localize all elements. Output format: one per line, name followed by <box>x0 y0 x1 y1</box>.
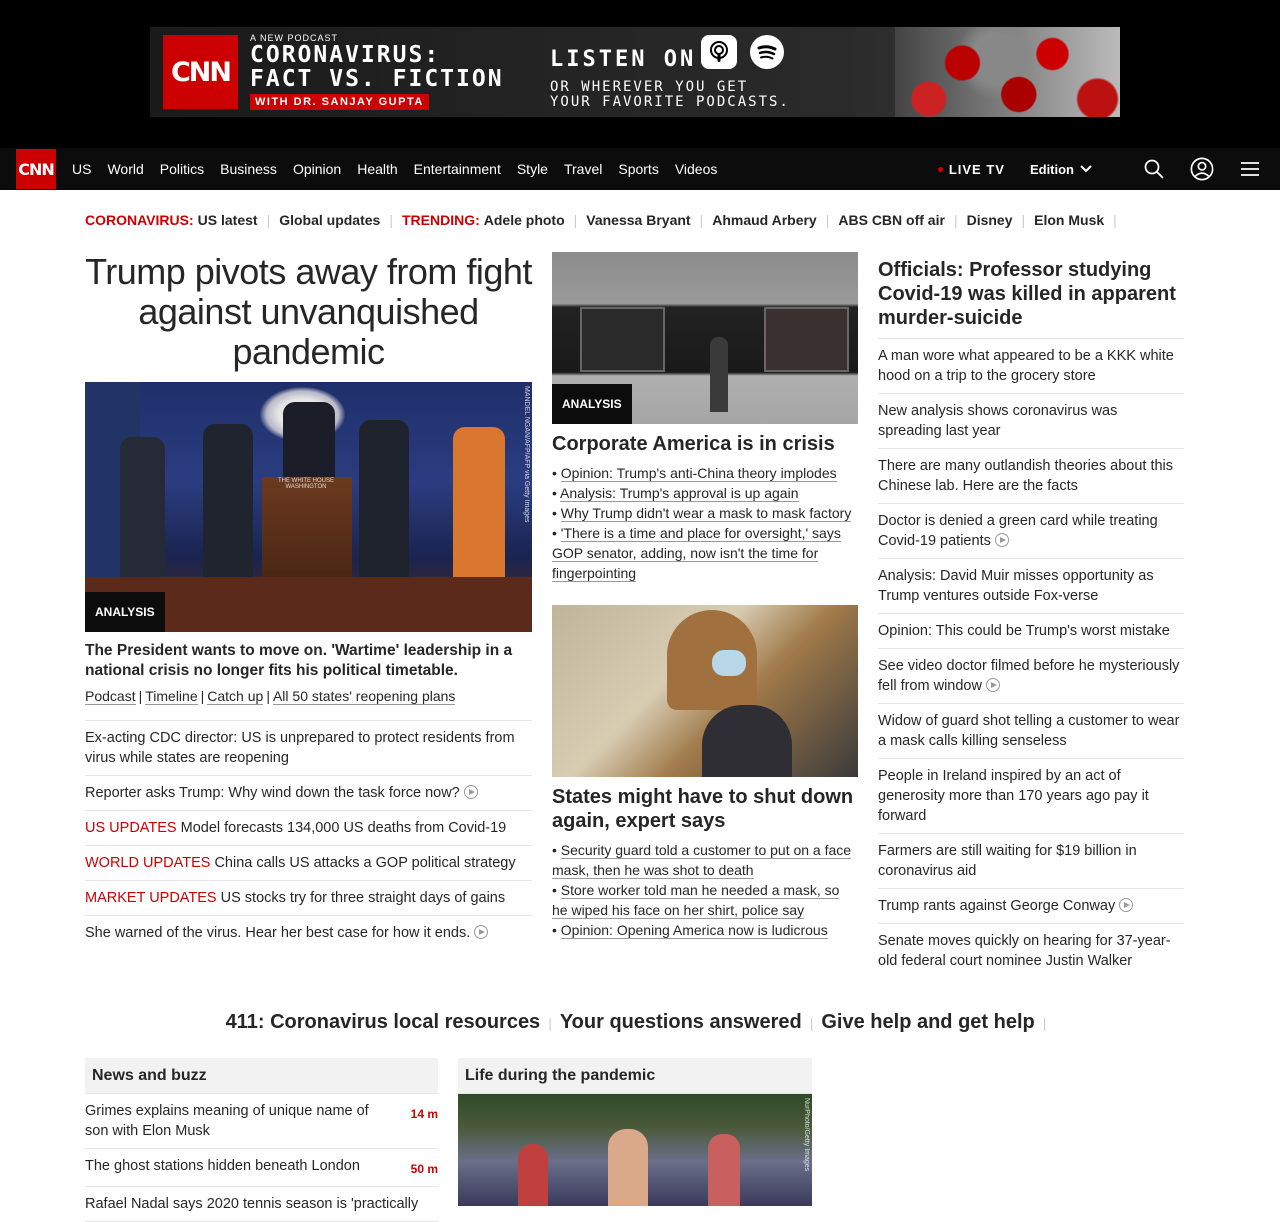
bullet-link[interactable]: Opinion: Opening America now is ludicrous <box>560 922 828 938</box>
story-text: Ex-acting CDC director: US is unprepared to protect residents from virus while states are reopening <box>85 730 515 766</box>
list-item[interactable] <box>85 846 532 881</box>
list-item[interactable] <box>878 339 1184 394</box>
list-item[interactable] <box>85 916 532 950</box>
story-text: Widow of guard shot telling a customer to wear a mask calls killing senseless <box>878 713 1180 749</box>
separator: | <box>953 212 958 228</box>
corporate-america-headline[interactable]: Corporate America is in crisis <box>552 433 835 455</box>
separator: | <box>266 688 270 704</box>
story-text: New analysis shows coronavirus was spreading last year <box>878 403 1118 439</box>
nav-links <box>72 148 717 190</box>
list-item[interactable] <box>878 834 1184 889</box>
podcast-ad-banner[interactable] <box>150 27 1120 117</box>
play-video-icon <box>995 533 1009 547</box>
buzz-text: Grimes explains meaning of unique name of son with Elon Musk <box>85 1103 369 1139</box>
ad-title <box>250 43 504 91</box>
list-item[interactable] <box>85 1187 438 1222</box>
story-tag: US UPDATES <box>85 820 177 836</box>
middle-column <box>552 252 858 940</box>
list-item[interactable] <box>85 721 532 776</box>
trending-vanessa-bryant[interactable]: Vanessa Bryant <box>586 212 691 228</box>
story-text: China calls US attacks a GOP political strategy <box>214 855 516 871</box>
list-item[interactable] <box>878 759 1184 834</box>
nav-link-us[interactable]: US <box>72 161 92 177</box>
story-text: See video doctor filmed before he mysteriously fell from window <box>878 658 1180 694</box>
list-item[interactable] <box>878 889 1184 924</box>
play-video-icon <box>986 678 1000 692</box>
corporate-america-bullets <box>552 463 858 583</box>
list-item[interactable] <box>85 881 532 916</box>
image-credit: MANDEL NGAN/AFP/AFP via Getty Images <box>523 386 530 523</box>
story-text: There are many outlandish theories about this Chinese lab. Here are the facts <box>878 458 1174 494</box>
trending-global-updates[interactable]: Global updates <box>279 212 381 228</box>
buzz-text: The ghost stations hidden beneath London <box>85 1158 360 1174</box>
cyclist <box>708 1134 740 1206</box>
store-window <box>580 307 665 372</box>
face-mask <box>712 650 746 676</box>
story-text: Farmers are still waiting for $19 billion in coronavirus aid <box>878 843 1137 879</box>
analysis-label: ANALYSIS <box>85 592 165 632</box>
hamburger-menu-icon[interactable] <box>1238 157 1262 181</box>
life-during-pandemic-title[interactable]: Life during the pandemic <box>458 1058 812 1094</box>
resources-bar <box>0 1011 1280 1034</box>
ad-kicker: A NEW PODCAST <box>250 33 339 43</box>
story-text: Reporter asks Trump: Why wind down the task force now? <box>85 785 460 801</box>
right-story-list <box>878 339 1184 978</box>
story-tag: WORLD UPDATES <box>85 855 211 871</box>
ad-host: WITH DR. SANJAY GUPTA <box>250 94 429 110</box>
story-text: Trump rants against George Conway <box>878 898 1116 914</box>
bullet-link[interactable]: Why Trump didn't wear a mask to mask factory <box>560 505 852 521</box>
trending-ahmaud-arbery[interactable]: Ahmaud Arbery <box>712 212 817 228</box>
right-headline[interactable]: Officials: Professor studying Covid-19 was killed in apparent murder-suicide <box>878 258 1184 339</box>
nav-link-opinion[interactable]: Opinion <box>292 161 342 177</box>
buzz-time: 50 m <box>410 1162 438 1176</box>
list-item[interactable] <box>878 924 1184 978</box>
lead-link-catch-up[interactable]: Catch up <box>207 688 264 704</box>
trending-bar <box>85 211 1126 229</box>
news-and-buzz-box <box>85 1058 438 1222</box>
edition-label: Edition <box>1029 161 1074 177</box>
list-item[interactable]: • Opinion: Trump's anti-China theory implodes <box>552 465 837 481</box>
separator: | <box>200 688 205 704</box>
live-dot-icon <box>938 167 943 172</box>
separator: | <box>699 212 704 228</box>
nav-link-politics[interactable]: Politics <box>159 161 205 177</box>
lead-links <box>85 687 532 705</box>
list-item[interactable] <box>85 1094 438 1149</box>
bullet-link[interactable]: Analysis: Trump's approval is up again <box>560 485 799 501</box>
lead-column <box>85 252 532 950</box>
bullet-link[interactable]: 'There is a time and place for oversight,' says GOP senator, adding, now isn't the time for fingerpointing <box>552 525 841 581</box>
nav-link-world[interactable]: World <box>107 161 144 177</box>
ad-where-line2: YOUR FAVORITE PODCASTS. <box>550 94 790 110</box>
nav-link-sports[interactable]: Sports <box>618 161 659 177</box>
lead-headline[interactable]: Trump pivots away from fight against unvanquished pandemic <box>85 251 532 372</box>
lead-link-podcast[interactable]: Podcast <box>85 688 136 704</box>
separator: | <box>825 212 830 228</box>
news-and-buzz-title[interactable]: News and buzz <box>85 1058 438 1094</box>
separator: | <box>138 688 143 704</box>
nav-link-videos[interactable]: Videos <box>674 161 718 177</box>
hero-person <box>120 437 165 597</box>
nav-link-health[interactable]: Health <box>357 161 398 177</box>
list-item[interactable]: • Analysis: Trump's approval is up again <box>552 485 799 501</box>
separator: | <box>573 212 578 228</box>
bullet-link[interactable]: Security guard told a customer to put on a face mask, then he was shot to death <box>552 842 852 878</box>
story-text: People in Ireland inspired by an act of generosity more than 170 years ago pay it forward <box>878 768 1149 824</box>
search-icon[interactable] <box>1142 157 1166 181</box>
play-video-icon <box>474 925 488 939</box>
bullet-link[interactable]: Store worker told man he needed a mask, so he wiped his face on her shirt, police say <box>552 882 840 918</box>
list-item[interactable]: • Store worker told man he needed a mask, so he wiped his face on her shirt, police say <box>552 882 840 918</box>
separator: | <box>1113 212 1117 228</box>
list-item[interactable]: • Why Trump didn't wear a mask to mask factory <box>552 505 852 521</box>
nav-link-entertainment[interactable]: Entertainment <box>413 161 501 177</box>
account-icon[interactable] <box>1190 157 1214 181</box>
play-video-icon <box>464 785 478 799</box>
story-text: Model forecasts 134,000 US deaths from Covid-19 <box>180 820 507 836</box>
nav-link-travel[interactable]: Travel <box>563 161 603 177</box>
cyclist <box>608 1129 648 1206</box>
edition-menu[interactable] <box>1030 162 1092 177</box>
apple-podcasts-icon <box>701 35 737 69</box>
podium-label: THE WHITE HOUSE WASHINGTON <box>277 478 334 490</box>
cnn-logo[interactable]: CNN <box>16 149 56 189</box>
store-image[interactable] <box>552 252 858 424</box>
nav-link-business[interactable]: Business <box>220 161 277 177</box>
separator: | <box>548 1015 552 1031</box>
lead-link-reopening[interactable]: All 50 states' reopening plans <box>272 688 456 704</box>
separator: | <box>389 212 393 228</box>
list-item[interactable] <box>85 1149 438 1187</box>
image-credit: NurPhoto/Getty Images <box>803 1098 810 1172</box>
life-during-pandemic-box <box>458 1058 812 1206</box>
resources-local-link[interactable]: 411: Coronavirus local resources <box>225 1011 541 1033</box>
buzz-text: Rafael Nadal says 2020 tennis season is 'practically <box>85 1196 419 1212</box>
list-item[interactable] <box>878 394 1184 449</box>
list-item[interactable] <box>85 776 532 811</box>
store-window <box>764 307 849 372</box>
story-text: Opinion: This could be Trump's worst mistake <box>878 623 1170 639</box>
ad-virus-image <box>895 27 1120 117</box>
right-column <box>878 258 1184 978</box>
trending-label: TRENDING: <box>401 212 480 228</box>
nav-right <box>938 148 1262 190</box>
lead-story-list <box>85 720 532 950</box>
spotify-icon <box>750 35 784 69</box>
buzz-time: 14 m <box>410 1107 438 1121</box>
list-item[interactable] <box>878 649 1184 704</box>
list-item[interactable]: • 'There is a time and place for oversight,' says GOP senator, adding, now isn't the time for fingerpointing <box>552 525 841 581</box>
shut-down-headline[interactable]: States might have to shut down again, expert says <box>552 786 854 832</box>
customer <box>702 705 792 777</box>
story-text: Senate moves quickly on hearing for 37-year-old federal court nominee Justin Walker <box>878 933 1171 969</box>
buzz-list <box>85 1094 438 1222</box>
list-item[interactable] <box>85 811 532 846</box>
trending-us-latest[interactable]: US latest <box>197 212 258 228</box>
live-tv-link[interactable] <box>938 162 1005 177</box>
pedestrian <box>710 337 728 412</box>
story-text: A man wore what appeared to be a KKK white hood on a trip to the grocery store <box>878 348 1174 384</box>
ad-wherever <box>550 80 790 110</box>
resources-questions-link[interactable]: Your questions answered <box>559 1011 802 1033</box>
pandemic-image[interactable] <box>458 1094 812 1206</box>
main-nav <box>0 148 1280 190</box>
cyclist <box>518 1144 548 1206</box>
hero-person <box>359 420 409 595</box>
salon-image[interactable] <box>552 605 858 777</box>
list-item[interactable]: • Security guard told a customer to put on a face mask, then he was shot to death <box>552 842 852 878</box>
separator: | <box>1042 1015 1047 1031</box>
story-text: Doctor is denied a green card while treating Covid-19 patients <box>878 513 1158 549</box>
coronavirus-label: CORONAVIRUS: <box>85 212 194 228</box>
bullet-link[interactable]: Opinion: Trump's anti-China theory implodes <box>560 465 837 481</box>
list-item[interactable] <box>878 504 1184 559</box>
trending-adele-photo[interactable]: Adele photo <box>483 212 565 228</box>
separator: | <box>1021 212 1026 228</box>
ad-listen-on: LISTEN ON <box>550 47 697 72</box>
lead-dek[interactable]: The President wants to move on. 'Wartime' leadership in a national crisis no longer fits his political timetable. <box>85 642 513 679</box>
nav-link-style[interactable]: Style <box>516 161 548 177</box>
analysis-label: ANALYSIS <box>552 384 632 424</box>
separator: | <box>809 1015 814 1031</box>
ad-cnn-logo: CNN <box>163 35 238 109</box>
story-text: Analysis: David Muir misses opportunity as Trump ventures outside Fox-verse <box>878 568 1154 604</box>
shut-down-bullets <box>552 840 858 940</box>
story-tag: MARKET UPDATES <box>85 890 217 906</box>
trending-elon-musk[interactable]: Elon Musk <box>1034 212 1105 228</box>
play-video-icon <box>1119 898 1133 912</box>
separator: | <box>266 212 271 228</box>
ad-title-line1: CORONAVIRUS: <box>250 42 441 68</box>
trending-disney[interactable]: Disney <box>966 212 1013 228</box>
list-item[interactable] <box>878 449 1184 504</box>
list-item[interactable]: • Opinion: Opening America now is ludicrous <box>552 922 828 938</box>
trending-abs-cbn[interactable]: ABS CBN off air <box>838 212 945 228</box>
chevron-down-icon <box>1080 165 1092 173</box>
ad-title-line2: FACT VS. FICTION <box>250 66 504 92</box>
hero-person <box>453 427 505 597</box>
top-ad-area <box>0 0 1280 148</box>
hero-person <box>283 402 335 477</box>
lead-link-timeline[interactable]: Timeline <box>145 688 198 704</box>
list-item[interactable] <box>878 614 1184 649</box>
list-item[interactable] <box>878 704 1184 759</box>
resources-give-help-link[interactable]: Give help and get help <box>821 1011 1035 1033</box>
lead-hero-image[interactable] <box>85 382 532 632</box>
story-text: She warned of the virus. Hear her best case for how it ends. <box>85 925 471 941</box>
live-tv-label: LIVE TV <box>948 161 1005 177</box>
ad-where-line1: OR WHEREVER YOU GET <box>550 79 749 95</box>
story-text: US stocks try for three straight days of gains <box>220 890 506 906</box>
hero-person <box>203 424 253 594</box>
list-item[interactable] <box>878 559 1184 614</box>
